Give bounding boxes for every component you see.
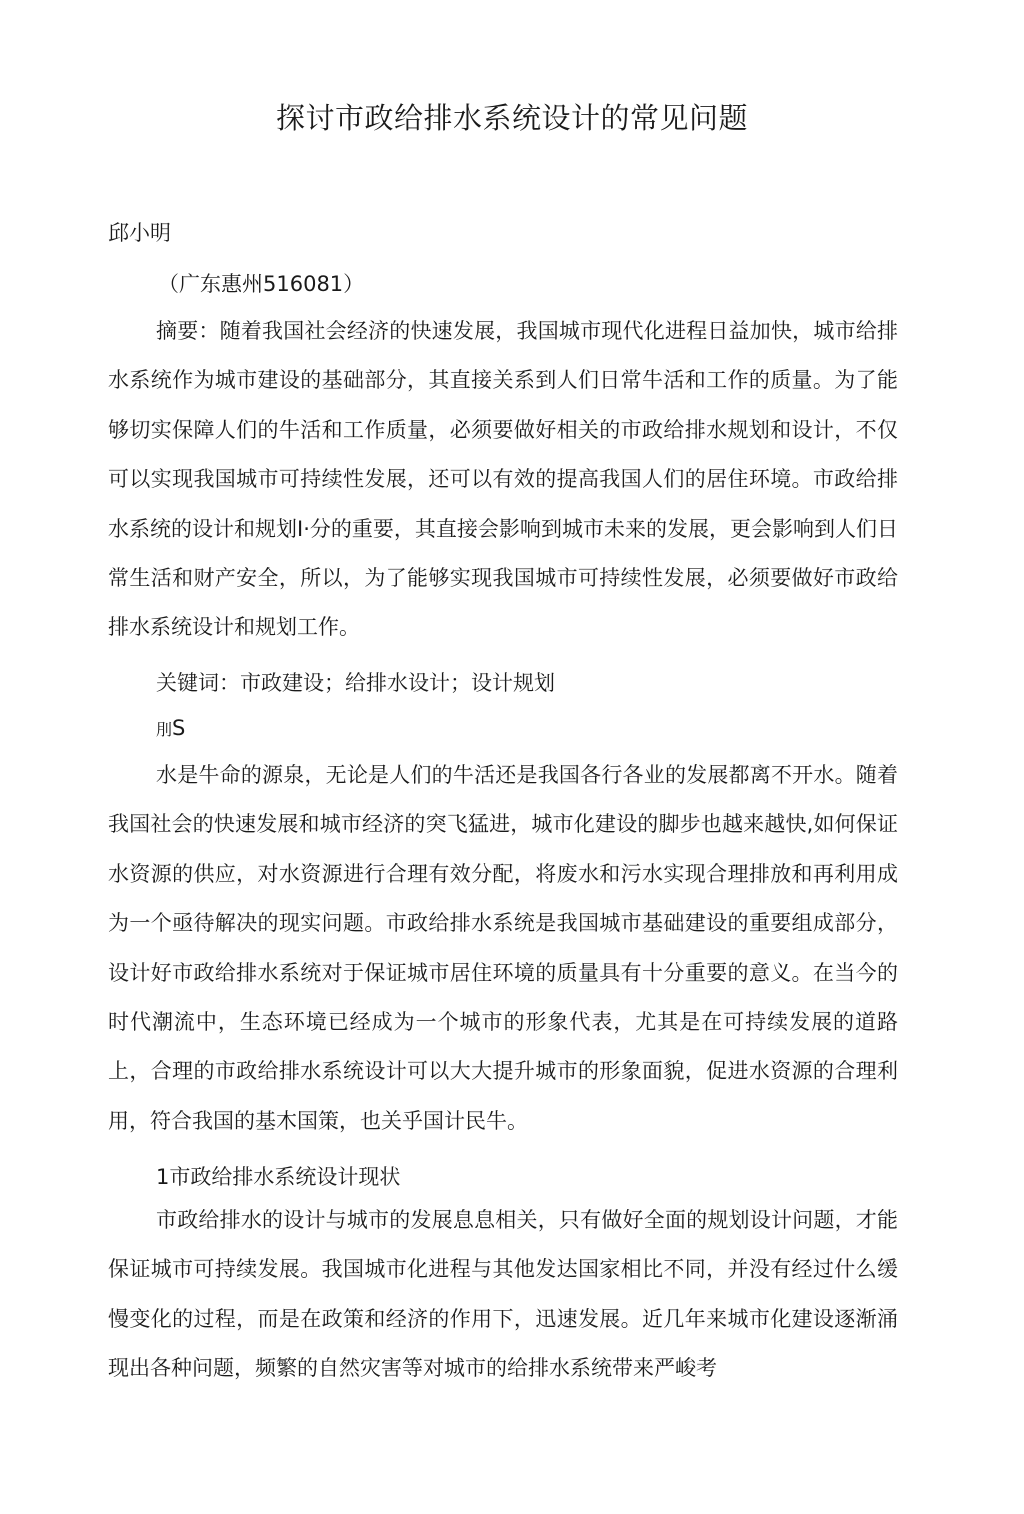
preface-heading-part-b: S — [172, 716, 186, 740]
abstract-paragraph: 摘要：随着我国社会经济的快速发展，我国城市现代化进程日益加快，城市给排水系统作为城市建设的基础部分，其直接关系到人们日常牛活和工作的质量。为了能够切实保障人们的牛活和工作质量，必须要做好相关的市政给排水规划和设计，不仅可以实现我国城市可持续性发展，还可以有效的提高我国人们的居住环境。市政给排水系统的设计和规划I·分的重要，其直接会影响到城市未来的发展，更会影响到人们日常生活和财产安全，所以，为了能够实现我国城市可持续性发展，必须要做好市政给排水系统设计和规划工作。 — [108, 319, 898, 640]
document-title: 探讨市政给排水系统设计的常见问题 — [275, 101, 748, 135]
keywords-line: 关键词：市政建设；给排水设计；设计规划 — [156, 671, 555, 695]
author-name: 邱小明 — [108, 221, 171, 245]
section-1-heading: 1市政给排水系统设计现状 — [156, 1165, 401, 1189]
preface-heading-part-a: 刖 — [156, 720, 173, 739]
section-1-paragraph: 市政给排水的设计与城市的发展息息相关，只有做好全面的规划设计问题，才能保证城市可持续发展。我国城市化进程与其他发达国家相比不同，并没有经过什么缓慢变化的过程，而是在政策和经济的作用下，迅速发展。近几年来城市化建设逐渐涌现出各种问题，频繁的自然灾害等对城市的给排水系统带来严峻考 — [108, 1208, 898, 1381]
preface-heading — [156, 716, 185, 740]
author-affiliation: （广东惠州516081） — [158, 272, 365, 296]
preface-paragraph: 水是牛命的源泉，无论是人们的牛活还是我国各行各业的发展都离不开水。随着我国社会的快速发展和城市经济的突飞猛进，城市化建设的脚步也越来越快,如何保证水资源的供应，对水资源进行合理有效分配，将废水和污水实现合理排放和再利用成为一个亟待解决的现实问题。市政给排水系统是我国城市基础建设的重要组成部分，设计好市政给排水系统对于保证城市居住环境的质量具有十分重要的意义。在当今的时代潮流中，生态环境已经成为一个城市的形象代表，尤其是在可持续发展的道路上，合理的市政给排水系统设计可以大大提升城市的形象面貌，促进水资源的合理利用，符合我国的基木国策，也关乎国计民牛。 — [108, 763, 898, 1133]
